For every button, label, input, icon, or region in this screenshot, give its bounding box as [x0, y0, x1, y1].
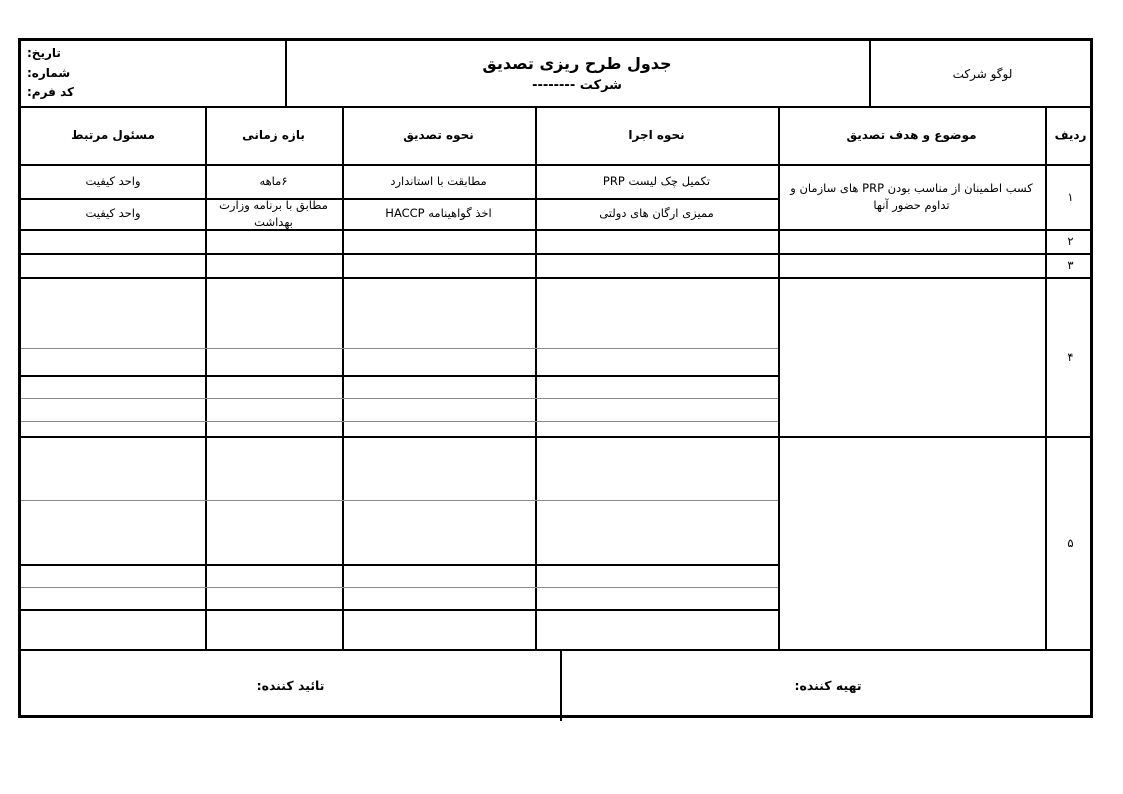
company-logo-label: لوگو شرکت	[952, 66, 1013, 81]
col-header-row-no: ردیف	[1054, 128, 1087, 142]
divider	[21, 375, 778, 377]
divider	[21, 587, 778, 588]
row-1-entry-1-verification: مطابقت با استاندارد	[390, 173, 487, 188]
divider	[21, 609, 778, 611]
row-2-number: ۲	[1067, 234, 1074, 248]
form-title: جدول طرح ریزی تصدیق	[482, 53, 672, 73]
row-1-subject: کسب اطمینان از مناسب بودن PRP های سازمان و تداوم حضور آنها	[790, 180, 1033, 212]
row-1-entry-2-verification: اخذ گواهینامه HACCP	[385, 206, 492, 221]
divider	[21, 500, 778, 501]
row-4-number: ۴	[1067, 349, 1074, 364]
divider	[21, 253, 1090, 255]
row-1-entry-1-responsible: واحد کیفیت	[85, 173, 141, 188]
divider	[21, 229, 1090, 231]
col-header-execution: نحوه اجرا	[628, 128, 685, 142]
divider	[21, 398, 778, 399]
divider	[21, 277, 1090, 279]
row-1-entry-1-execution: تکمیل چک لیست PRP	[602, 173, 711, 188]
col-header-subject: موضوع و هدف تصدیق	[846, 128, 977, 142]
col-header-verification: نحوه تصدیق	[403, 128, 474, 142]
col-header-responsible: مسئول مرتبط	[71, 128, 155, 142]
row-3-number: ۳	[1067, 258, 1074, 272]
row-1-entry-1-interval: ۶ماهه	[259, 173, 288, 188]
verification-planning-table	[18, 38, 1093, 718]
row-5-number: ۵	[1067, 535, 1074, 550]
col-header-interval: بازه زمانی	[242, 128, 305, 142]
divider	[21, 564, 778, 566]
form-title-block	[285, 41, 869, 106]
divider	[21, 436, 1090, 438]
date-label: تاریخ:	[27, 45, 61, 60]
row-1-entry-2-interval: مطابق با برنامه وزارت بهداشت	[219, 197, 328, 229]
number-label: شماره:	[27, 65, 71, 80]
approved-by-cell: تائید کننده:	[256, 677, 325, 693]
form-meta-block	[21, 41, 285, 106]
form-subtitle: شرکت --------	[532, 77, 622, 93]
row-1-entry-2-execution: ممیزی ارگان های دولتی	[599, 206, 714, 221]
row-1-number: ۱	[1067, 189, 1074, 204]
prepared-by-cell: تهیه کننده:	[794, 677, 862, 693]
form-code-label: کد فرم:	[27, 85, 75, 100]
company-logo-placeholder	[869, 41, 1096, 106]
row-1-entry-2-responsible: واحد کیفیت	[85, 206, 141, 221]
divider	[21, 421, 778, 422]
divider	[21, 348, 778, 349]
